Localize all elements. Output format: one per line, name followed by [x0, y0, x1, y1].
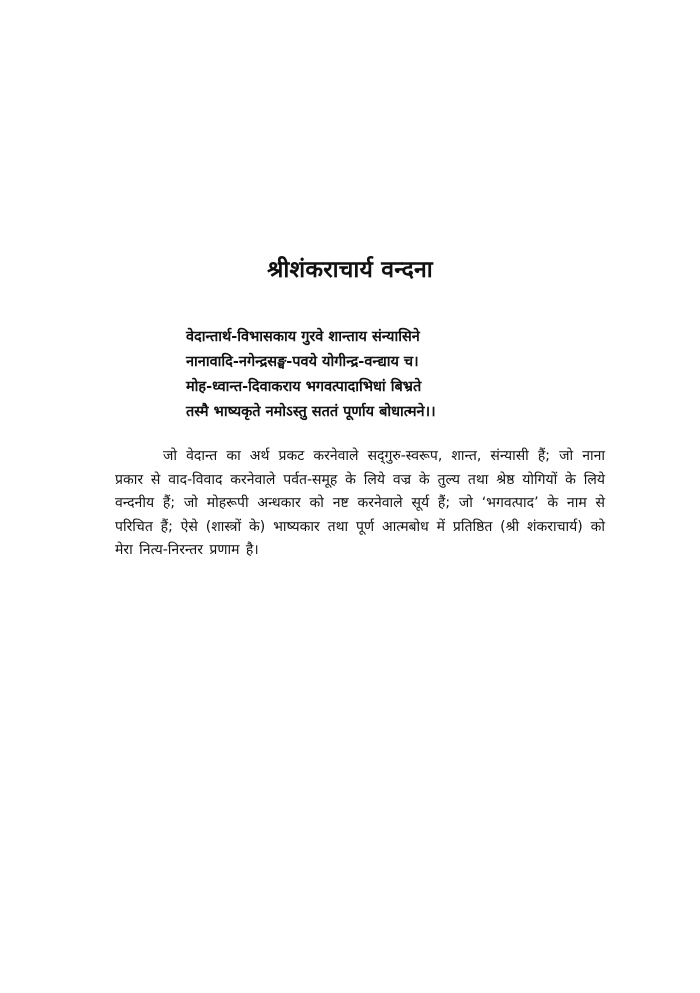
page-title: श्रीशंकराचार्य वन्दना [267, 257, 433, 283]
hindi-translation-paragraph: जो वेदान्त का अर्थ प्रकट करनेवाले सद्‌गुरु-स्वरूप, शान्त, संन्यासी हैं; जो नाना प्रकार से वाद-विवाद करनेवाले पर्वत-समूह के लिये वज्र के तुल्य तथा श्रेष्ठ योगियों के लिये वन्दनीय हैं; जो मोहरूपी अन्धकार को नष्ट करनेवाले सूर्य हैं; जो ‘भगवत्पाद’ के नाम से परिचित हैं; ऐसे (शास्त्रों के) भाष्यकार तथा पूर्ण आत्मबोध में प्रतिष्ठित (श्री शंकराचार्य) को मेरा नित्य-निरन्तर प्रणाम है। [115, 448, 605, 558]
verse-line-1: वेदान्तार्थ-विभासकाय गुरवे शान्ताय संन्यासिने [186, 329, 420, 345]
verse-line-3: मोह-ध्वान्त-दिवाकराय भगवत्पादाभिधां बिभ्रते [186, 379, 422, 395]
sanskrit-verse [186, 325, 606, 425]
verse-line-2: नानावादि-नगेन्द्रसङ्घ-पवये योगीन्द्र-वन्द्याय च। [186, 354, 419, 370]
verse-line-4: तस्मै भाष्यकृते नमोऽस्तु सततं पूर्णाय बोधात्मने।। [186, 404, 436, 420]
